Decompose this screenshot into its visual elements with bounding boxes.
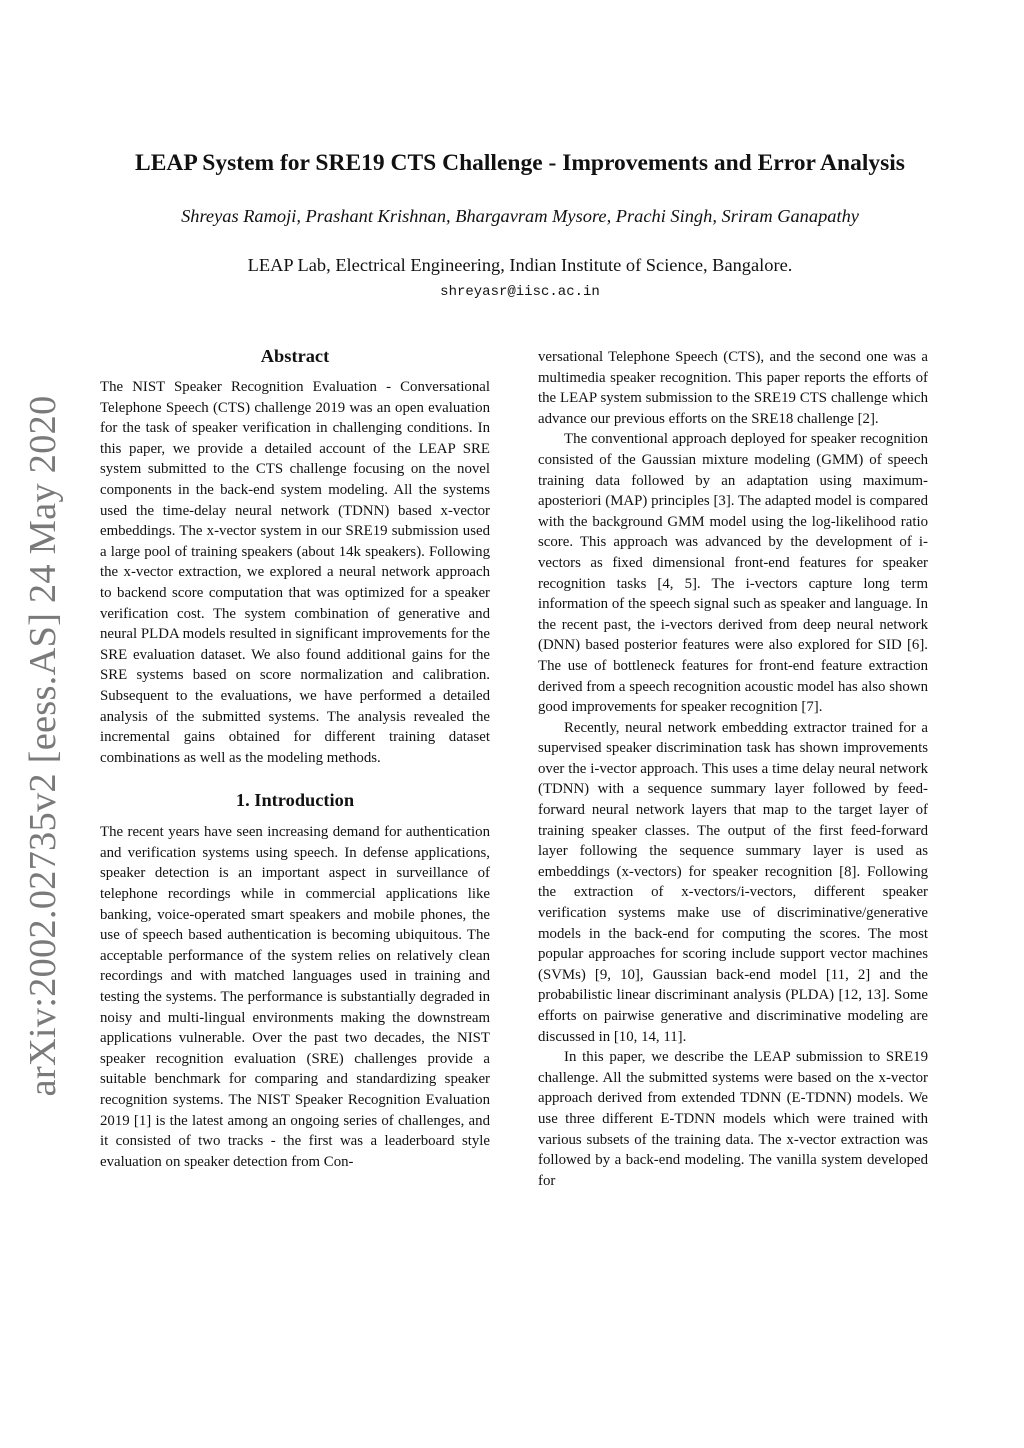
intro-paragraph-4: In this paper, we describe the LEAP submission to SRE19 challenge. All the submitted systems were based on the x-vector approach derived from extended TDNN (E-TDNN) models. We use three different E-TDNN models which were trained with various subsets of the training data. The x-vector extraction was followed by a back-end modeling. The vanilla system developed for bbox=[538, 1049, 928, 1189]
author-list: Shreyas Ramoji, Prashant Krishnan, Bhargavram Mysore, Prachi Singh, Sriram Ganapathy bbox=[181, 206, 859, 226]
abstract-heading: Abstract bbox=[260, 346, 330, 366]
intro-paragraph-1-continued: versational Telephone Speech (CTS), and the second one was a multimedia speaker recognition. This paper reports the efforts of the LEAP system submission to the SRE19 CTS challenge which advance our previous efforts on the SRE18 challenge [2]. bbox=[538, 349, 928, 427]
abstract-text: The NIST Speaker Recognition Evaluation - Conversational Telephone Speech (CTS) challenge 2019 was an open evaluation for the task of speaker verification in challenging conditions. In this paper, we provide a detailed account of the LEAP SRE system submitted to the CTS challenge focusing on the novel components in the back-end system modeling. All the systems used the time-delay neural network (TDNN) based x-vector embeddings. The x-vector system in our SRE19 submission used a large pool of training speakers (about 14k speakers). Following the x-vector extraction, we explored a neural network approach to backend score computation that was optimized for a speaker verification cost. The system combination of generative and neural PLDA models resulted in significant improvements for the SRE evaluation dataset. We also found additional gains for the SRE systems based on score normalization and calibration. Subsequent to the evaluations, we have performed a detailed analysis of the submitted systems. The analysis revealed the incremental gains obtained for different training dataset combinations as well as the modeling methods. bbox=[100, 379, 490, 766]
intro-paragraph-1: The recent years have seen increasing demand for authentication and verification systems using speech. In defense applications, speaker detection is an important aspect in surveillance of telephone recordings while in commercial applications like banking, voice-operated smart speakers and mobile phones, the use of speech based authentication is becoming ubiquitous. The acceptable performance of the system relies on relatively clean recordings and with matched languages used in training and testing the systems. The performance is substantially degraded in noisy and multi-lingual environments making the downstream applications vulnerable. Over the past two decades, the NIST speaker recognition evaluation (SRE) challenges provide a suitable benchmark for comparing and standardizing speaker recognition systems. The NIST Speaker Recognition Evaluation 2019 [1] is the latest among an ongoing series of challenges, and it consisted of two tracks - the first was a leaderboard style evaluation on speaker detection from Con- bbox=[100, 824, 490, 1170]
arxiv-identifier bbox=[16, 395, 70, 1096]
intro-paragraph-3: Recently, neural network embedding extractor trained for a supervised speaker discrimination task has shown improvements over the i-vector approach. This uses a time delay neural network (TDNN) with a sequence summary layer followed by feed-forward neural network layers that map to the target layer of training speaker classes. The output of the first feed-forward layer following the sequence summary layer is used as embeddings (x-vectors) for speaker recognition [8]. Following the extraction of x-vectors/i-vectors, different speaker verification systems make use of discriminative/generative models in the back-end for computing the scores. The most popular approaches for scoring include support vector machines (SVMs) [9, 10], Gaussian back-end model [11, 2] and the probabilistic linear discriminant analysis (PLDA) [12, 13]. Some efforts on pairwise generative and discriminative modeling are discussed in [10, 14, 11]. bbox=[538, 719, 928, 1045]
left-column bbox=[100, 344, 490, 1172]
intro-paragraph-2: The conventional approach deployed for speaker recognition consisted of the Gaussian mixture modeling (GMM) of speech training data followed by an adaptation using maximum-aposteriori (MAP) principles [3]. The adapted model is compared with the background GMM model using the log-likelihood ratio score. This approach was advanced by the development of i-vectors as fixed dimensional front-end features for speaker recognition tasks [4, 5]. The i-vectors capture long term information of the speech signal such as speaker and language. In the recent past, the i-vectors derived from deep neural network (DNN) based posterior features were also explored for SID [6]. The use of bottleneck features for front-end feature extraction derived from a speech recognition acoustic model has also shown good improvements for speaker recognition [7]. bbox=[538, 431, 928, 716]
arxiv-identifier-text: arXiv:2002.02735v2 [eess.AS] 24 May 2020 bbox=[22, 395, 64, 1096]
right-column bbox=[538, 347, 928, 1191]
introduction-heading: 1. Introduction bbox=[235, 790, 355, 811]
paper-title: LEAP System for SRE19 CTS Challenge - Improvements and Error Analysis bbox=[135, 150, 905, 176]
contact-email: shreyasr@iisc.ac.in bbox=[440, 284, 600, 300]
affiliation: LEAP Lab, Electrical Engineering, Indian Institute of Science, Bangalore. bbox=[247, 255, 793, 275]
